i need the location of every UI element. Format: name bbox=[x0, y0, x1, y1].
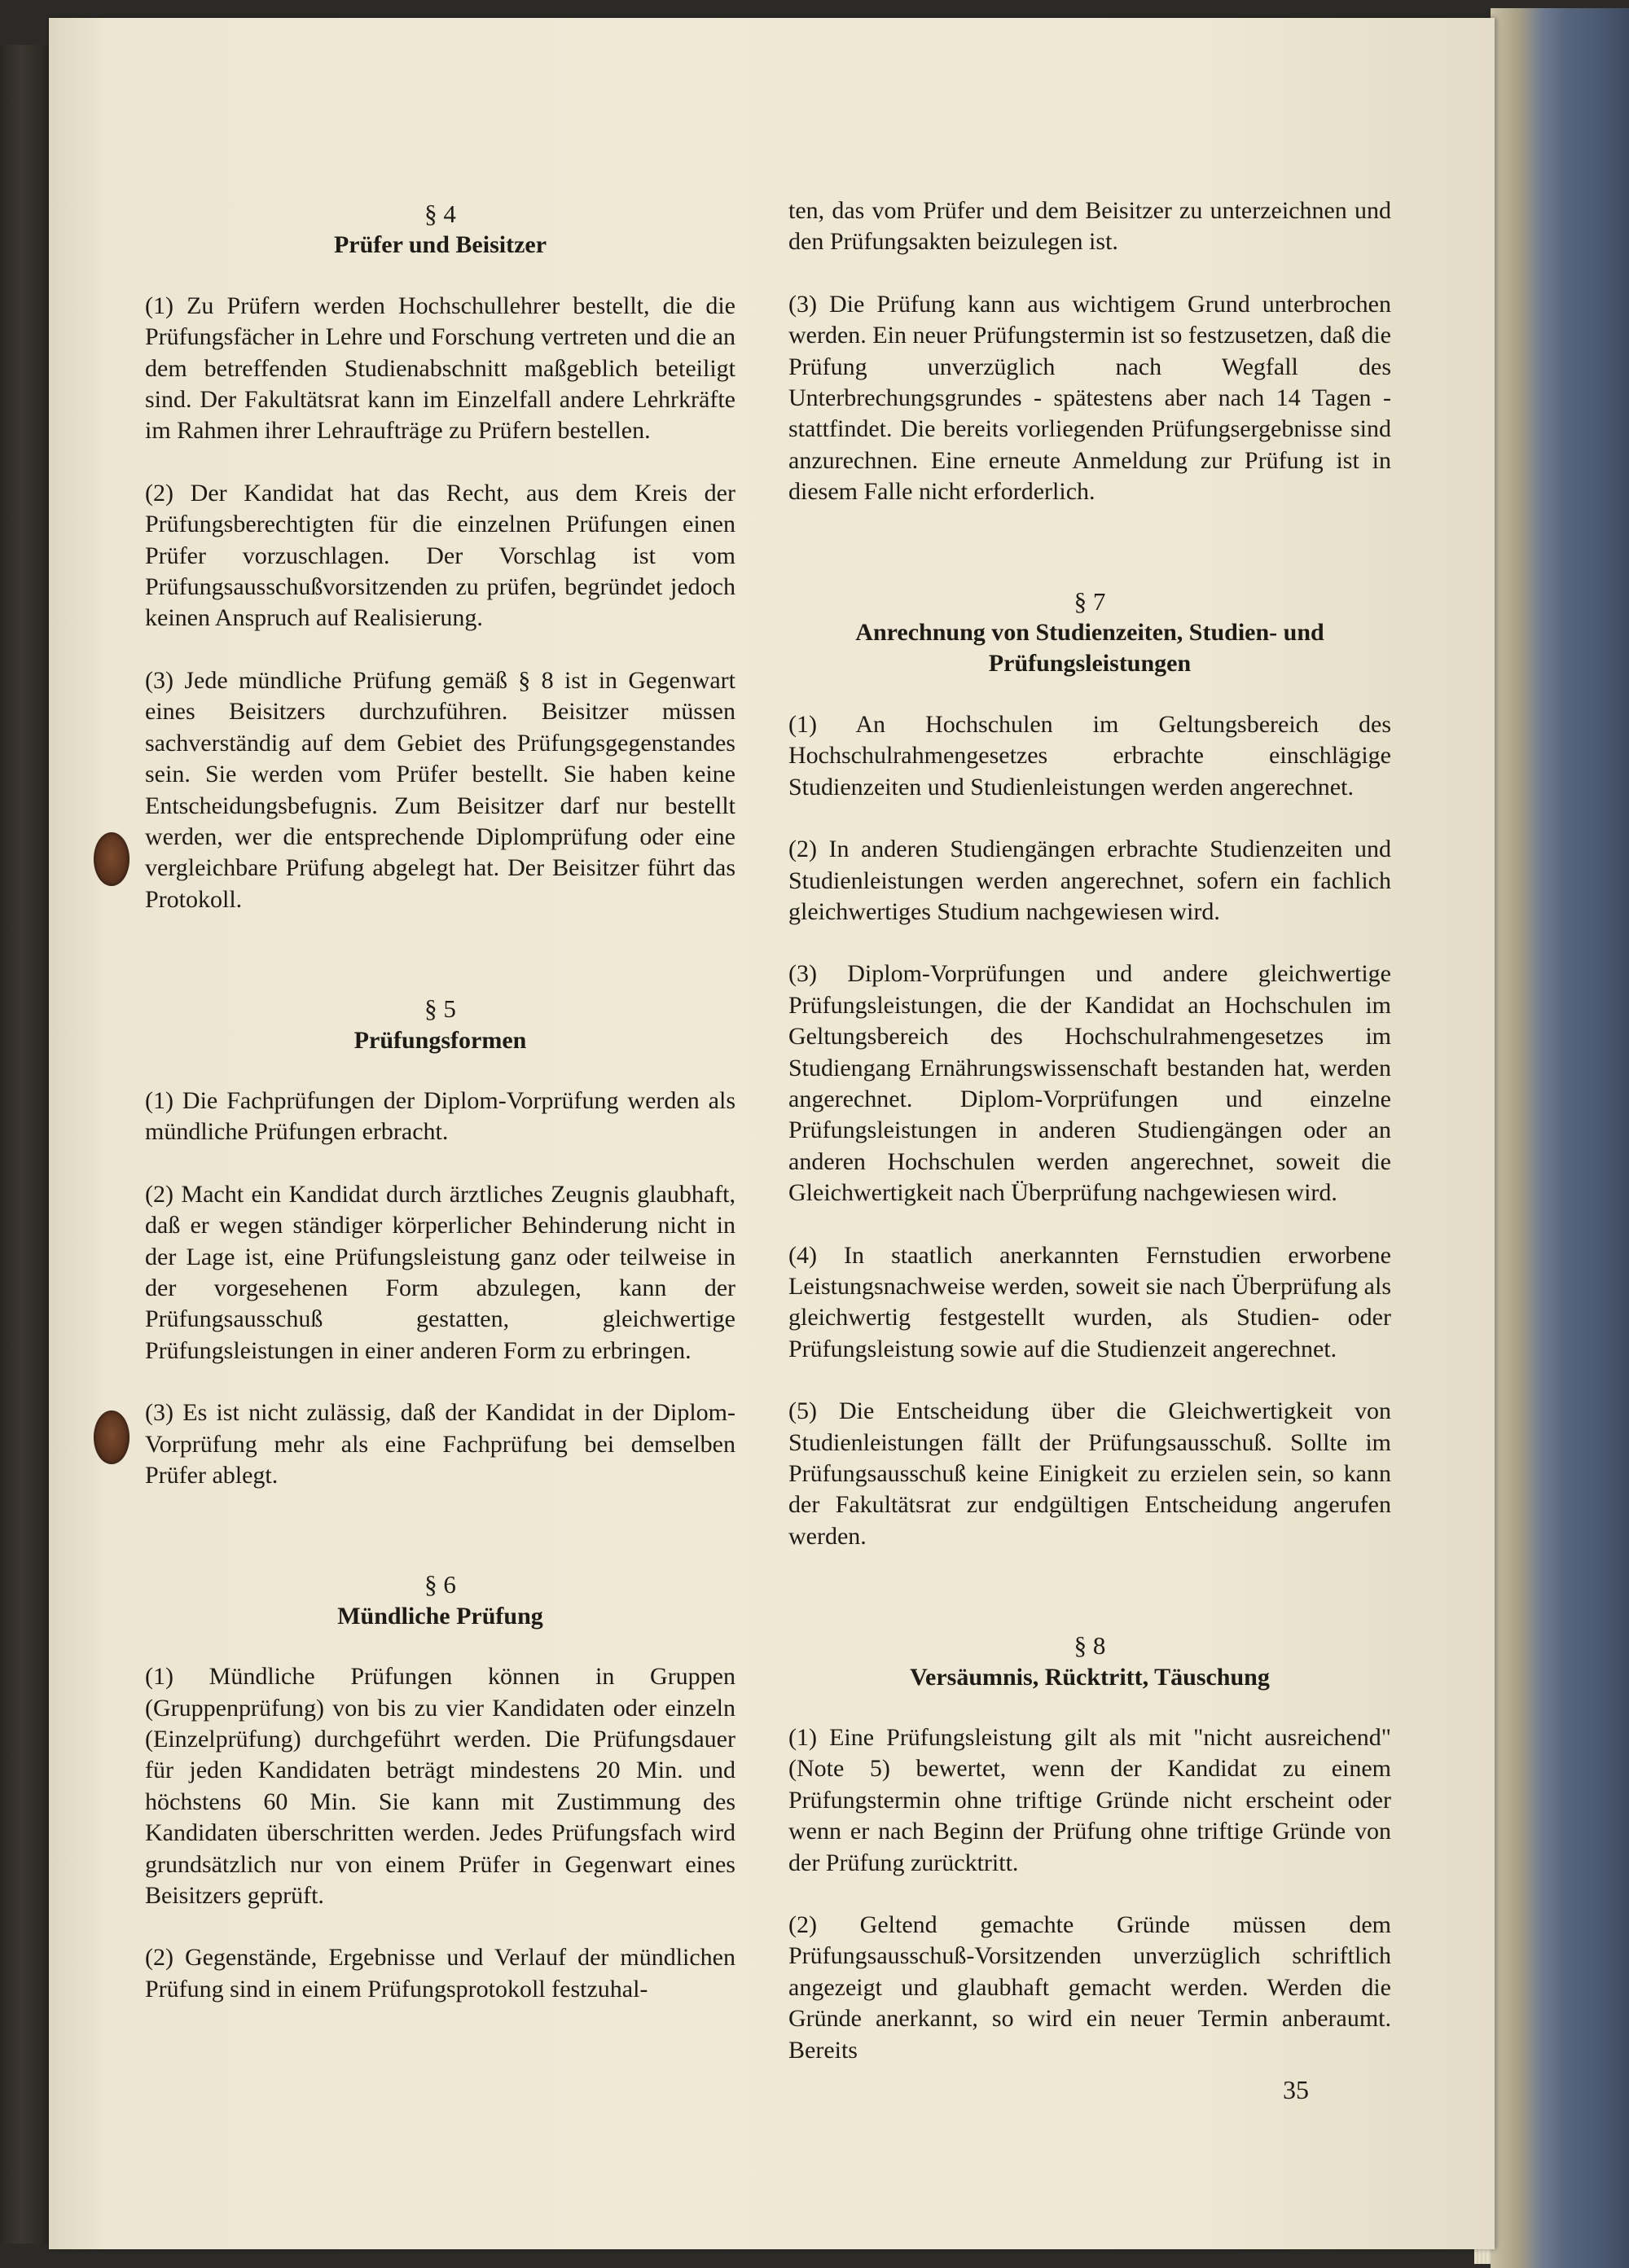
section-5-heading bbox=[145, 994, 735, 1056]
paragraph: (2) Der Kandidat hat das Recht, aus dem Kreis der Prüfungsberechtigten für die einzelnen Prüfungen einen Prüfer vorzuschlagen. Der Vorschlag ist vom Prüfungsausschußvorsitzenden zu prüfen, begründet jedoch keinen Anspruch auf Realisierung. bbox=[145, 479, 735, 632]
paragraph: (2) Gegenstände, Ergebnisse und Verlauf der mündlichen Prüfung sind in einem Prüfungsprotokoll festzuhal- bbox=[145, 1944, 735, 2003]
section-4-heading bbox=[145, 199, 735, 261]
paragraph: (3) Diplom-Vorprüfungen und andere gleichwertige Prüfungsleistungen, die der Kandidat an Hochschulen im Geltungsbereich des Hochschulrahmengesetzes im Studiengang Ernährungswissenschaft bestanden hat, werden angerechnet. Diplom-Vorprüfungen und einzelne Prüfungsleistungen in anderen Studiengängen oder an anderen Hochschulen werden angerechnet, soweit die Gleichwertigkeit nach Überprüfung nachgewiesen wird. bbox=[788, 960, 1391, 1207]
section-number: § 4 bbox=[424, 200, 456, 228]
paragraph: (3) Jede mündliche Prüfung gemäß § 8 ist in Gegenwart eines Beisitzers durchzuführen. Beisitzer müssen sachverständig auf dem Gebiet des Prüfungsgegenstandes sein. Sie werden vom Prüfer bestellt. Sie haben keine Entscheidungsbefugnis. Zum Beisitzer darf nur bestellt werden, wer die entsprechende Diplomprüfung oder eine vergleichbare Prüfung abgelegt hat. Der Beisitzer führt das Protokoll. bbox=[145, 666, 735, 913]
section-number: § 8 bbox=[1074, 1631, 1106, 1660]
paragraph: (1) An Hochschulen im Geltungsbereich des Hochschulrahmengesetzes erbrachte einschlägige Studienzeiten und Studienleistungen werden angerechnet. bbox=[788, 710, 1391, 801]
paragraph: (1) Eine Prüfungsleistung gilt als mit "nicht ausreichend" (Note 5) bewertet, wenn der Kandidat zu einem Prüfungstermin ohne triftige Gründe nicht erscheint oder wenn er nach Beginn der Prüfung ohne triftige Gründe von der Prüfung zurücktritt. bbox=[788, 1724, 1391, 1876]
section-number: § 6 bbox=[424, 1570, 456, 1599]
paragraph: (1) Mündliche Prüfungen können in Gruppen (Gruppenprüfung) von bis zu vier Kandidaten oder einzeln (Einzelprüfung) durchgeführt werden. Die Prüfungsdauer für jeden Kandidaten beträgt mindestens 20 Min. und höchstens 60 Min. Sie kann mit Zustimmung des Kandidaten überschritten werden. Jedes Prüfungsfach wird grundsätzlich nur von einem Prüfer in Gegenwart eines Beisitzers geprüft. bbox=[145, 1663, 735, 1910]
paragraph-continuation: ten, das vom Prüfer und dem Beisitzer zu unterzeichnen und den Prüfungsakten beizulegen ist. bbox=[788, 197, 1391, 256]
section-number: § 7 bbox=[1074, 586, 1106, 616]
paragraph: (4) In staatlich anerkannten Fernstudien erworbene Leistungsnachweise werden, soweit sie nach Überprüfung als gleichwertig festgestellt wurden, als Studien- oder Prüfungsleistung sowie auf die Studienzeit angerechnet. bbox=[788, 1241, 1391, 1362]
page-number: 35 bbox=[1283, 2075, 1309, 2104]
section-title: Mündliche Prüfung bbox=[337, 1602, 543, 1630]
paragraph: (2) In anderen Studiengängen erbrachte Studienzeiten und Studienleistungen werden angerechnet, sofern ein fachlich gleichwertiges Studium nachgewiesen wird. bbox=[788, 836, 1391, 925]
punch-hole-bottom bbox=[94, 1410, 130, 1464]
section-title: Versäumnis, Rücktritt, Täuschung bbox=[910, 1663, 1270, 1691]
left-column bbox=[145, 199, 735, 2036]
paragraph: (2) Macht ein Kandidat durch ärztliches Zeugnis glaubhaft, daß er wegen ständiger körperlicher Behinderung nicht in der Lage ist, eine Prüfungsleistung ganz oder teilweise in der vorgesehenen Form abzulegen, kann der Prüfungsausschuß gestatten, gleichwertige Prüfungsleistungen in einer anderen Form zu erbringen. bbox=[145, 1180, 735, 1364]
punch-hole-top bbox=[94, 832, 130, 886]
paragraph: (5) Die Entscheidung über die Gleichwertigkeit von Studienleistungen fällt der Prüfungsausschuß. Sollte im Prüfungsausschuß keine Einigkeit zu erzielen sein, so kann der Fakultätsrat zur endgültigen Entscheidung angerufen werden. bbox=[788, 1397, 1391, 1550]
section-title: Prüfer und Beisitzer bbox=[333, 231, 547, 259]
paragraph: (1) Die Fachprüfungen der Diplom-Vorprüfung werden als mündliche Prüfungen erbracht. bbox=[145, 1086, 735, 1146]
paragraph: (1) Zu Prüfern werden Hochschullehrer bestellt, die die Prüfungsfächer in Lehre und Forschung vertreten und die an dem betreffenden Studienabschnitt maßgeblich beteiligt sind. Der Fakultätsrat kann im Einzelfall andere Lehrkräfte im Rahmen ihrer Lehraufträge zu Prüfern bestellen. bbox=[145, 292, 735, 445]
section-8-heading bbox=[788, 1630, 1391, 1693]
section-title: Anrechnung von Studienzeiten, Studien- und Prüfungsleistungen bbox=[855, 619, 1324, 678]
binder-cover bbox=[1491, 8, 1629, 2268]
section-number: § 5 bbox=[424, 994, 456, 1024]
paragraph: (2) Geltend gemachte Gründe müssen dem Prüfungsausschuß-Vorsitzenden unverzüglich schriftlich angezeigt und glaubhaft gemacht werden. Werden die Gründe anerkannt, so wird ein neuer Termin anberaumt. Bereits bbox=[788, 1911, 1391, 2064]
paragraph: (3) Es ist nicht zulässig, daß der Kandidat in der Diplom-Vorprüfung mehr als eine Fachprüfung bei demselben Prüfer ablegt. bbox=[145, 1399, 735, 1489]
section-6-heading bbox=[145, 1569, 735, 1632]
paragraph: (3) Die Prüfung kann aus wichtigem Grund unterbrochen werden. Ein neuer Prüfungstermin ist so festzusetzen, daß die Prüfung unverzüglich nach Wegfall des Unterbrechungsgrundes - spätestens aber nach 14 Tagen - stattfindet. Die bereits vorliegenden Prüfungsergebnisse sind anzurechnen. Eine erneute Anmeldung zur Prüfung ist in diesem Falle nicht erforderlich. bbox=[788, 290, 1391, 506]
section-7-heading bbox=[788, 586, 1391, 680]
right-column bbox=[788, 195, 1391, 2097]
section-title: Prüfungsformen bbox=[353, 1026, 527, 1054]
